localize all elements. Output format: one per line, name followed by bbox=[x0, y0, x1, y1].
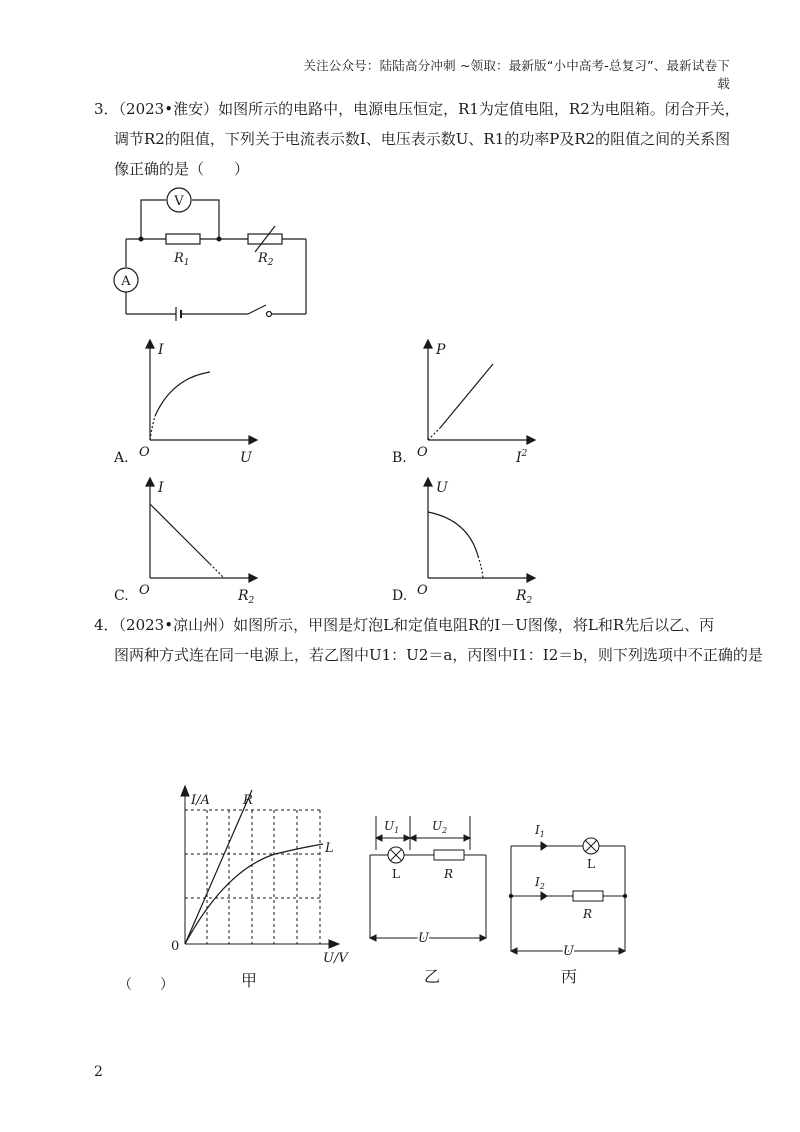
option-b-letter[interactable]: B. bbox=[392, 450, 407, 466]
resistor-box-parallel bbox=[573, 891, 603, 901]
switch-contact bbox=[267, 312, 272, 317]
curve-r bbox=[185, 790, 252, 944]
series-caption-yi: 乙 bbox=[423, 967, 441, 986]
switch-blade bbox=[248, 305, 266, 314]
curve-l-label: L bbox=[325, 841, 334, 856]
parallel-resistor-label: R bbox=[583, 907, 593, 921]
q4-line1 bbox=[94, 610, 734, 640]
q3-number: 3． bbox=[94, 100, 119, 118]
u1-label: $U_1$ bbox=[384, 819, 400, 835]
resistor-box bbox=[434, 850, 464, 860]
series-resistor-label: R bbox=[444, 867, 454, 881]
q4-answer-blank[interactable]: （ ） bbox=[118, 977, 174, 993]
series-lamp-label: L bbox=[392, 867, 400, 881]
q3-line3: 像正确的是（ ） bbox=[114, 160, 250, 178]
option-a-y-label: I bbox=[158, 342, 164, 358]
option-a-x-label: U bbox=[240, 450, 252, 466]
i1-label: $I_1$ bbox=[535, 823, 545, 839]
option-b-x-label: $I^2$ bbox=[516, 449, 528, 466]
q3-option-c-graph bbox=[110, 476, 270, 606]
parallel-caption-bing: 丙 bbox=[560, 967, 578, 986]
option-d-letter[interactable]: D. bbox=[392, 588, 408, 604]
voltmeter-wire-left bbox=[141, 200, 166, 239]
graph-origin: 0 bbox=[171, 939, 180, 954]
q4-line1-text: 如图所示，甲图是灯泡L和定值电阻R的I－U图像，将L和R先后以乙、丙 bbox=[233, 616, 715, 634]
curve-i-u bbox=[155, 372, 210, 416]
line-i-r2 bbox=[150, 504, 210, 564]
q4-number: 4． bbox=[94, 616, 119, 634]
q4-series-circuit bbox=[362, 810, 502, 995]
option-c-origin: O bbox=[139, 583, 150, 598]
r2-variable-arrow bbox=[255, 226, 275, 252]
curve-u-r2 bbox=[428, 512, 478, 556]
option-c-x-label: $R_2$ bbox=[238, 588, 255, 606]
question-3-text bbox=[94, 94, 740, 184]
graph-x-axis-label: U/V bbox=[323, 951, 348, 966]
page-header: 关注公众号：陆陆高分冲刺 ~领取：最新版“小中高考-总复习”、最新试卷下载 bbox=[303, 58, 730, 91]
x-axis-arrow bbox=[249, 436, 257, 444]
option-b-origin: O bbox=[417, 445, 428, 460]
i2-label: $I_2$ bbox=[535, 875, 545, 891]
line-dotted-end bbox=[210, 564, 224, 578]
r2-label: $R_2$ bbox=[258, 251, 274, 268]
parallel-lamp-label: L bbox=[587, 857, 595, 871]
ammeter-label: A bbox=[121, 274, 131, 289]
curve-dotted-start bbox=[150, 416, 155, 440]
r1-resistor bbox=[166, 234, 200, 244]
option-a-letter[interactable]: A. bbox=[114, 450, 129, 466]
grid-lines bbox=[185, 810, 320, 944]
r1-label: $R_1$ bbox=[174, 251, 190, 268]
line-p-i2 bbox=[440, 364, 493, 428]
option-a-origin: O bbox=[139, 445, 150, 460]
option-b-y-label: P bbox=[436, 342, 446, 358]
curve-dotted-end bbox=[478, 556, 483, 578]
q3-circuit-diagram bbox=[108, 184, 318, 324]
curve-l bbox=[185, 844, 323, 944]
option-c-y-label: I bbox=[158, 480, 164, 496]
voltmeter-label: V bbox=[174, 194, 184, 209]
q3-line2: 调节R2的阻值，下列关于电流表示数I、电压表示数U、R1的功率P及R2的阻值之间的关系图 bbox=[114, 130, 731, 148]
option-d-origin: O bbox=[417, 583, 428, 598]
q4-parallel-circuit bbox=[505, 816, 635, 996]
option-d-y-label: U bbox=[436, 480, 448, 496]
page-number: 2 bbox=[94, 1064, 103, 1080]
graph-caption-jia: 甲 bbox=[240, 971, 258, 990]
q3-source: （2023•淮安） bbox=[118, 100, 219, 118]
q3-option-d-graph bbox=[388, 476, 548, 606]
curve-r-label: R bbox=[243, 793, 253, 808]
q4-line2: 图两种方式连在同一电源上，若乙图中U1：U2＝a，丙图中I1：I2＝b，则下列选项中不正确的是 bbox=[114, 646, 763, 664]
option-c-letter[interactable]: C. bbox=[114, 588, 129, 604]
q3-line1-text: 如图所示的电路中，电源电压恒定，R1为定值电阻，R2为电阻箱。闭合开关， bbox=[218, 100, 740, 118]
junction-dot-right bbox=[217, 237, 222, 242]
graph-y-axis-label: I/A bbox=[191, 793, 210, 808]
q4-iu-graph bbox=[165, 780, 365, 995]
q3-option-a-graph bbox=[110, 338, 270, 468]
question-4-text bbox=[94, 610, 763, 670]
q3-line1 bbox=[94, 94, 740, 124]
parallel-voltage-label: U bbox=[563, 944, 574, 959]
junction-dot-left bbox=[139, 237, 144, 242]
line-dotted-start bbox=[428, 428, 440, 440]
u2-label: $U_2$ bbox=[432, 819, 448, 835]
q4-source: （2023•凉山州） bbox=[118, 616, 234, 634]
option-d-x-label: $R_2$ bbox=[516, 588, 533, 606]
q3-option-b-graph bbox=[388, 338, 548, 468]
y-axis-arrow bbox=[146, 340, 154, 348]
voltmeter-wire-right bbox=[192, 200, 219, 239]
series-voltage-label: U bbox=[418, 931, 429, 946]
